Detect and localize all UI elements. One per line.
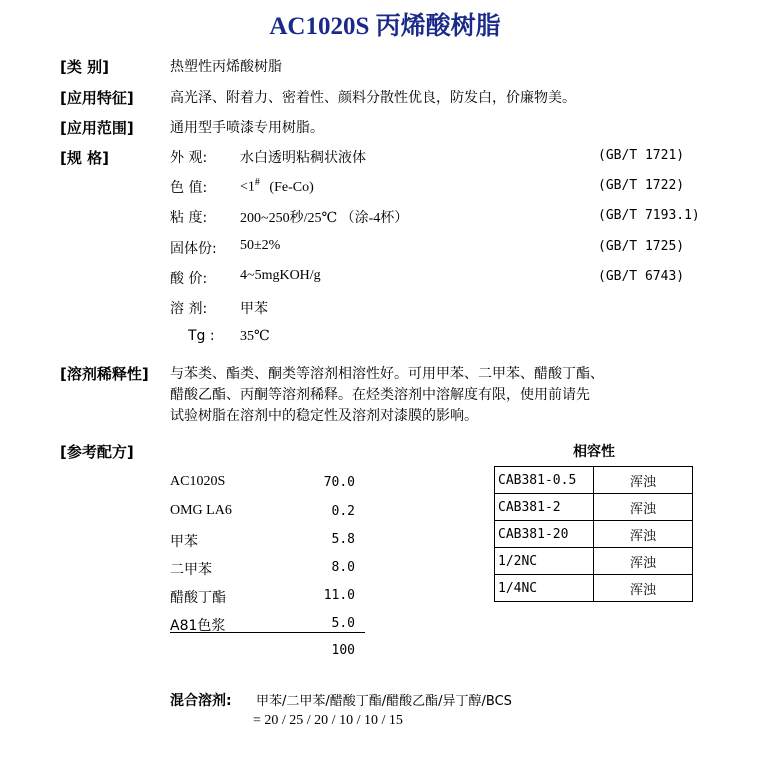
formula-item-name: 醋酸丁酯 <box>170 590 226 606</box>
spec-name: 色 值: <box>170 180 208 196</box>
spec-standard: (GB/T 1721) <box>598 148 685 163</box>
features-label: [应用特征] <box>60 89 134 107</box>
spec-value: 4~5mgKOH/g <box>240 268 321 283</box>
formula-total: 100 <box>331 643 355 658</box>
spec-name: 粘 度: <box>170 210 208 226</box>
scope-value: 通用型手喷漆专用树脂。 <box>170 120 324 136</box>
compat-result: 浑浊 <box>594 521 693 548</box>
specs-label: [规 格] <box>60 149 109 167</box>
spec-value-sup: # <box>254 177 260 188</box>
formula-item-amount: 5.8 <box>331 532 355 547</box>
table-row <box>495 521 693 548</box>
dilution-label: [溶剂稀释性] <box>60 365 149 383</box>
formula-item-name: A81色浆 <box>170 618 226 634</box>
compat-name: 1/4NC <box>495 575 594 602</box>
compat-name: CAB381-2 <box>495 494 594 521</box>
formula-item-amount: 11.0 <box>323 588 355 603</box>
features-value: 高光泽、附着力、密着性、颜料分散性优良，防发白，价廉物美。 <box>170 90 576 106</box>
formula-label: [参考配方] <box>60 443 134 461</box>
formula-item-amount: 0.2 <box>331 504 355 519</box>
table-row <box>495 575 693 602</box>
compat-name: 1/2NC <box>495 548 594 575</box>
compat-name: CAB381-20 <box>495 521 594 548</box>
formula-item-name: OMG LA6 <box>170 503 232 518</box>
formula-total-rule <box>170 632 365 633</box>
spec-value: <1# (Fe-Co) <box>240 177 314 195</box>
formula-item-name: 二甲苯 <box>170 562 212 578</box>
spec-name: 固体份: <box>170 241 217 257</box>
dilution-line: 醋酸乙酯、丙酮等溶剂稀释。在烃类溶剂中溶解度有限，使用前请先 <box>170 387 590 403</box>
compatibility-title: 相容性 <box>573 444 615 460</box>
page-title: AC1020S 丙烯酸树脂 <box>269 13 501 40</box>
formula-item-amount: 70.0 <box>323 475 355 490</box>
spec-value-extra: (Fe-Co) <box>269 179 314 195</box>
spec-value: 水白透明粘稠状液体 <box>240 150 366 166</box>
spec-standard: (GB/T 7193.1) <box>598 208 700 223</box>
compat-result: 浑浊 <box>594 575 693 602</box>
formula-item-amount: 8.0 <box>331 560 355 575</box>
dilution-line: 试验树脂在溶剂中的稳定性及溶剂对漆膜的影响。 <box>170 408 478 424</box>
compatibility-table <box>494 466 693 602</box>
spec-name: Tg : <box>188 328 215 344</box>
formula-item-name: 甲苯 <box>170 534 198 550</box>
spec-value: 200~250秒/25℃ （涂-4杯） <box>240 211 409 226</box>
formula-item-name: AC1020S <box>170 474 226 489</box>
table-row <box>495 548 693 575</box>
spec-standard: (GB/T 1725) <box>598 239 685 254</box>
mixed-solvent-label: 混合溶剂: <box>170 693 232 709</box>
spec-value: 甲苯 <box>240 301 268 317</box>
spec-standard: (GB/T 1722) <box>598 178 685 193</box>
spec-standard: (GB/T 6743) <box>598 269 685 284</box>
mixed-solvent-value: 甲苯/二甲苯/醋酸丁酯/醋酸乙酯/异丁醇/BCS <box>256 694 512 709</box>
compat-name: CAB381-0.5 <box>495 467 594 494</box>
table-row <box>495 467 693 494</box>
mixed-solvent-ratio: = 20 / 25 / 20 / 10 / 10 / 15 <box>253 713 403 728</box>
compat-result: 浑浊 <box>594 494 693 521</box>
spec-value: 35℃ <box>240 329 270 344</box>
table-row <box>495 494 693 521</box>
formula-item-amount: 5.0 <box>331 616 355 631</box>
compat-result: 浑浊 <box>594 467 693 494</box>
dilution-line: 与苯类、酯类、酮类等溶剂相溶性好。可用甲苯、二甲苯、醋酸丁酯、 <box>170 366 604 382</box>
spec-value: 50±2% <box>240 238 281 253</box>
spec-name: 溶 剂: <box>170 301 208 317</box>
scope-label: [应用范围] <box>60 119 134 137</box>
compat-result: 浑浊 <box>594 548 693 575</box>
category-label: [类 别] <box>60 58 109 76</box>
spec-name: 外 观: <box>170 150 208 166</box>
category-value: 热塑性丙烯酸树脂 <box>170 59 282 75</box>
spec-name: 酸 价: <box>170 271 208 287</box>
